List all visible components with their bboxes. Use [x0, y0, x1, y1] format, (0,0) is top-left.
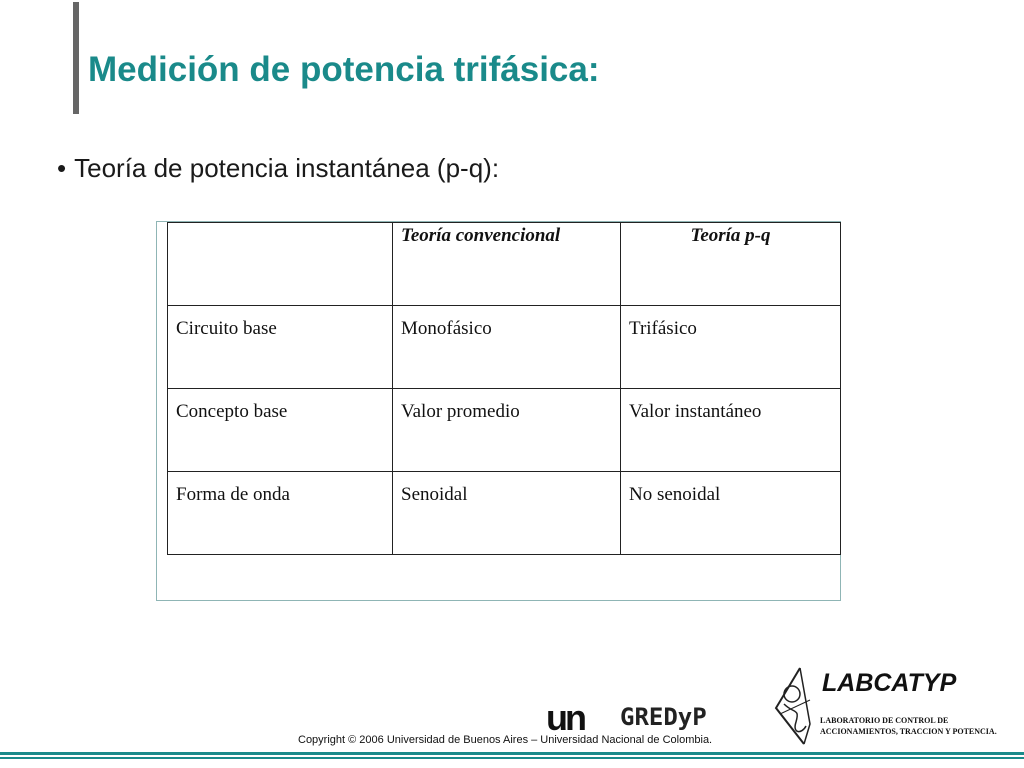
- table-row: [168, 472, 841, 555]
- gredyp-logo: GREDyP: [620, 703, 707, 731]
- bullet-item: [57, 153, 499, 184]
- table-header-cell: [168, 223, 393, 306]
- table-cell: Concepto base: [168, 389, 393, 472]
- labcatyp-logo: LABCATYP: [822, 669, 957, 697]
- footer-rule: [0, 752, 1024, 755]
- slide-title: Medición de potencia trifásica:: [88, 50, 600, 89]
- title-accent-bar: [73, 2, 79, 114]
- bullet-text: Teoría de potencia instantánea (p-q):: [74, 153, 500, 183]
- table-cell: Valor instantáneo: [621, 389, 841, 472]
- bullet-dot-icon: •: [57, 153, 67, 183]
- table-cell: Trifásico: [621, 306, 841, 389]
- labcatyp-subtitle: [820, 715, 997, 737]
- labcatyp-emblem-icon: [770, 664, 818, 746]
- table-cell: No senoidal: [621, 472, 841, 555]
- table-cell: Monofásico: [393, 306, 621, 389]
- un-logo: un: [546, 697, 584, 738]
- table-cell: Senoidal: [393, 472, 621, 555]
- table-row: [168, 389, 841, 472]
- labcatyp-subtitle-line: ACCIONAMIENTOS, TRACCION Y POTENCIA.: [820, 727, 997, 736]
- table-row: [168, 306, 841, 389]
- table-header-cell: Teoría p-q: [621, 223, 841, 306]
- footer-rule: [0, 757, 1024, 759]
- copyright-text: Copyright © 2006 Universidad de Buenos Aires – Universidad Nacional de Colombia.: [298, 734, 713, 746]
- table-header-row: [168, 223, 841, 306]
- table-cell: Valor promedio: [393, 389, 621, 472]
- table-cell: Forma de onda: [168, 472, 393, 555]
- table-cell: Circuito base: [168, 306, 393, 389]
- labcatyp-subtitle-line: LABORATORIO DE CONTROL DE: [820, 716, 949, 725]
- comparison-table: [167, 222, 841, 555]
- table-header-cell: Teoría convencional: [393, 223, 621, 306]
